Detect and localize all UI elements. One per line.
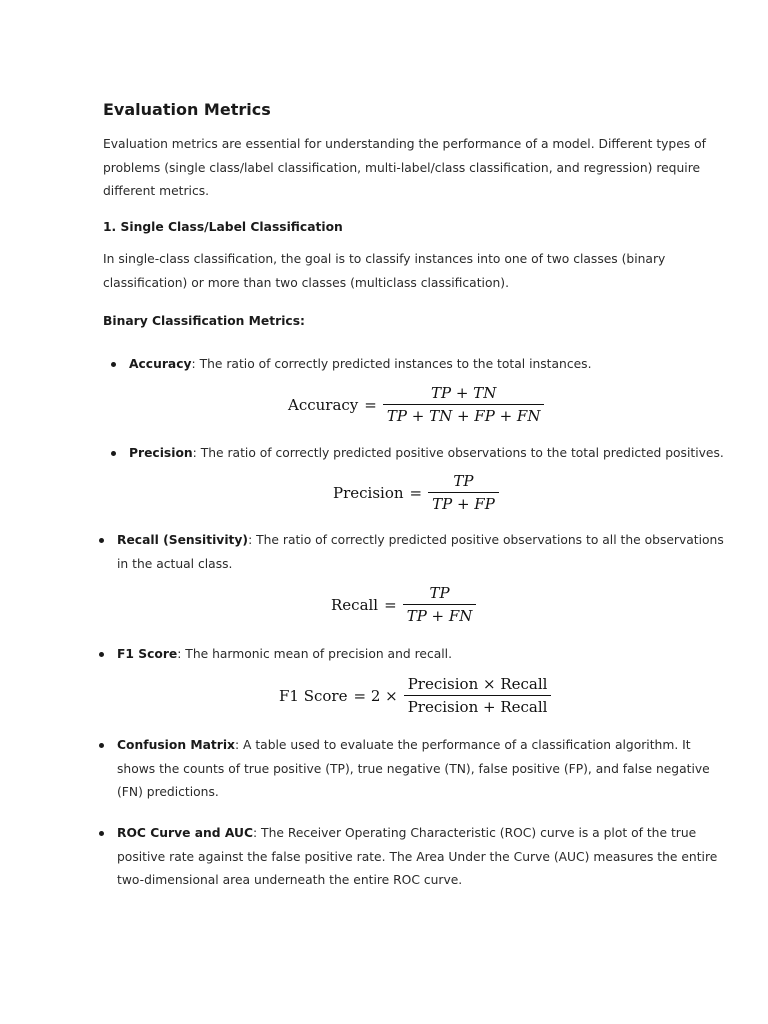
formula-equals: = 2 × <box>353 686 398 705</box>
formula-fraction <box>383 384 545 425</box>
bullet-text: : The harmonic mean of precision and recall. <box>177 647 452 661</box>
bullet-line: (FN) predictions. <box>117 785 219 799</box>
intro-line: different metrics. <box>103 184 210 198</box>
subsection-heading: Binary Classification Metrics: <box>103 314 305 328</box>
formula-equals: = <box>364 395 377 414</box>
bullet-dot-icon <box>111 451 116 456</box>
bullet-term: Recall (Sensitivity) <box>117 533 249 547</box>
bullet-dot-icon <box>99 743 104 748</box>
bullet-text: : A table used to evaluate the performance of a classification algorithm. It <box>234 738 691 752</box>
formula-lhs: Accuracy <box>288 395 359 414</box>
bullet-text: : The ratio of correctly predicted positive observations to the total predicted positives. <box>192 446 724 460</box>
bullet-line <box>129 442 724 466</box>
intro-line: Evaluation metrics are essential for understanding the performance of a model. Different types of <box>103 137 706 151</box>
formula-denominator: Precision + Recall <box>404 695 552 716</box>
bullet-dot-icon <box>111 362 116 367</box>
bullet-line: positive rate against the false positive rate. The Area Under the Curve (AUC) measures the entire <box>117 849 718 864</box>
formula-numerator: TP <box>453 472 474 490</box>
bullet-line <box>129 353 591 377</box>
formula-fraction <box>404 675 552 716</box>
formula-fraction <box>403 584 477 625</box>
formula-fraction <box>428 472 499 513</box>
section-line: classification) or more than two classes (multiclass classification). <box>103 275 509 290</box>
recall-formula <box>331 584 476 625</box>
list-item-confusion-matrix <box>117 734 710 805</box>
intro-line: problems (single class/label classification, multi-label/class classification, and regression) require <box>103 160 701 175</box>
page-title: Evaluation Metrics <box>103 100 271 119</box>
bullet-term: Precision <box>129 446 193 460</box>
formula-lhs: F1 Score <box>279 686 348 705</box>
formula-equals: = <box>384 595 397 614</box>
list-item-accuracy <box>129 353 591 377</box>
bullet-line <box>117 529 724 553</box>
section-heading: 1. Single Class/Label Classification <box>103 220 343 234</box>
bullet-line <box>117 734 710 758</box>
formula-lhs: Precision <box>333 483 404 502</box>
list-item-recall <box>117 529 724 576</box>
precision-formula <box>333 472 499 513</box>
bullet-term: ROC Curve and AUC <box>117 826 253 840</box>
formula-numerator: TP + TN <box>430 384 497 402</box>
section-paragraph <box>103 248 665 295</box>
formula-equals: = <box>409 483 423 502</box>
bullet-line: shows the counts of true positive (TP), true negative (TN), false positive (FP), and false negative <box>117 761 710 776</box>
bullet-dot-icon <box>99 652 104 657</box>
intro-paragraph <box>103 133 706 204</box>
list-item-f1-score <box>117 643 452 667</box>
formula-numerator: Precision × Recall <box>407 675 548 693</box>
bullet-term: Confusion Matrix <box>117 738 235 752</box>
bullet-line <box>117 822 717 846</box>
list-item-roc-auc <box>117 822 717 893</box>
accuracy-formula <box>288 384 544 425</box>
bullet-dot-icon <box>99 538 104 543</box>
formula-denominator: TP + FP <box>428 492 499 513</box>
formula-lhs: Recall <box>331 595 379 614</box>
f1-score-formula <box>279 675 551 716</box>
bullet-line: two-dimensional area underneath the entire ROC curve. <box>117 873 463 887</box>
bullet-text: : The Receiver Operating Characteristic (ROC) curve is a plot of the true <box>253 826 697 840</box>
bullet-line <box>117 643 452 667</box>
bullet-text: : The ratio of correctly predicted instances to the total instances. <box>191 357 592 371</box>
list-item-precision <box>129 442 724 466</box>
formula-denominator: TP + TN + FP + FN <box>383 404 545 425</box>
bullet-term: F1 Score <box>117 647 178 661</box>
bullet-text: : The ratio of correctly predicted positive observations to all the observations <box>248 533 724 547</box>
bullet-dot-icon <box>99 831 104 836</box>
formula-denominator: TP + FN <box>403 604 477 625</box>
section-line: In single-class classification, the goal is to classify instances into one of two classes (binary <box>103 252 666 266</box>
bullet-term: Accuracy <box>129 357 192 371</box>
bullet-line: in the actual class. <box>117 556 233 571</box>
formula-numerator: TP <box>429 584 450 602</box>
